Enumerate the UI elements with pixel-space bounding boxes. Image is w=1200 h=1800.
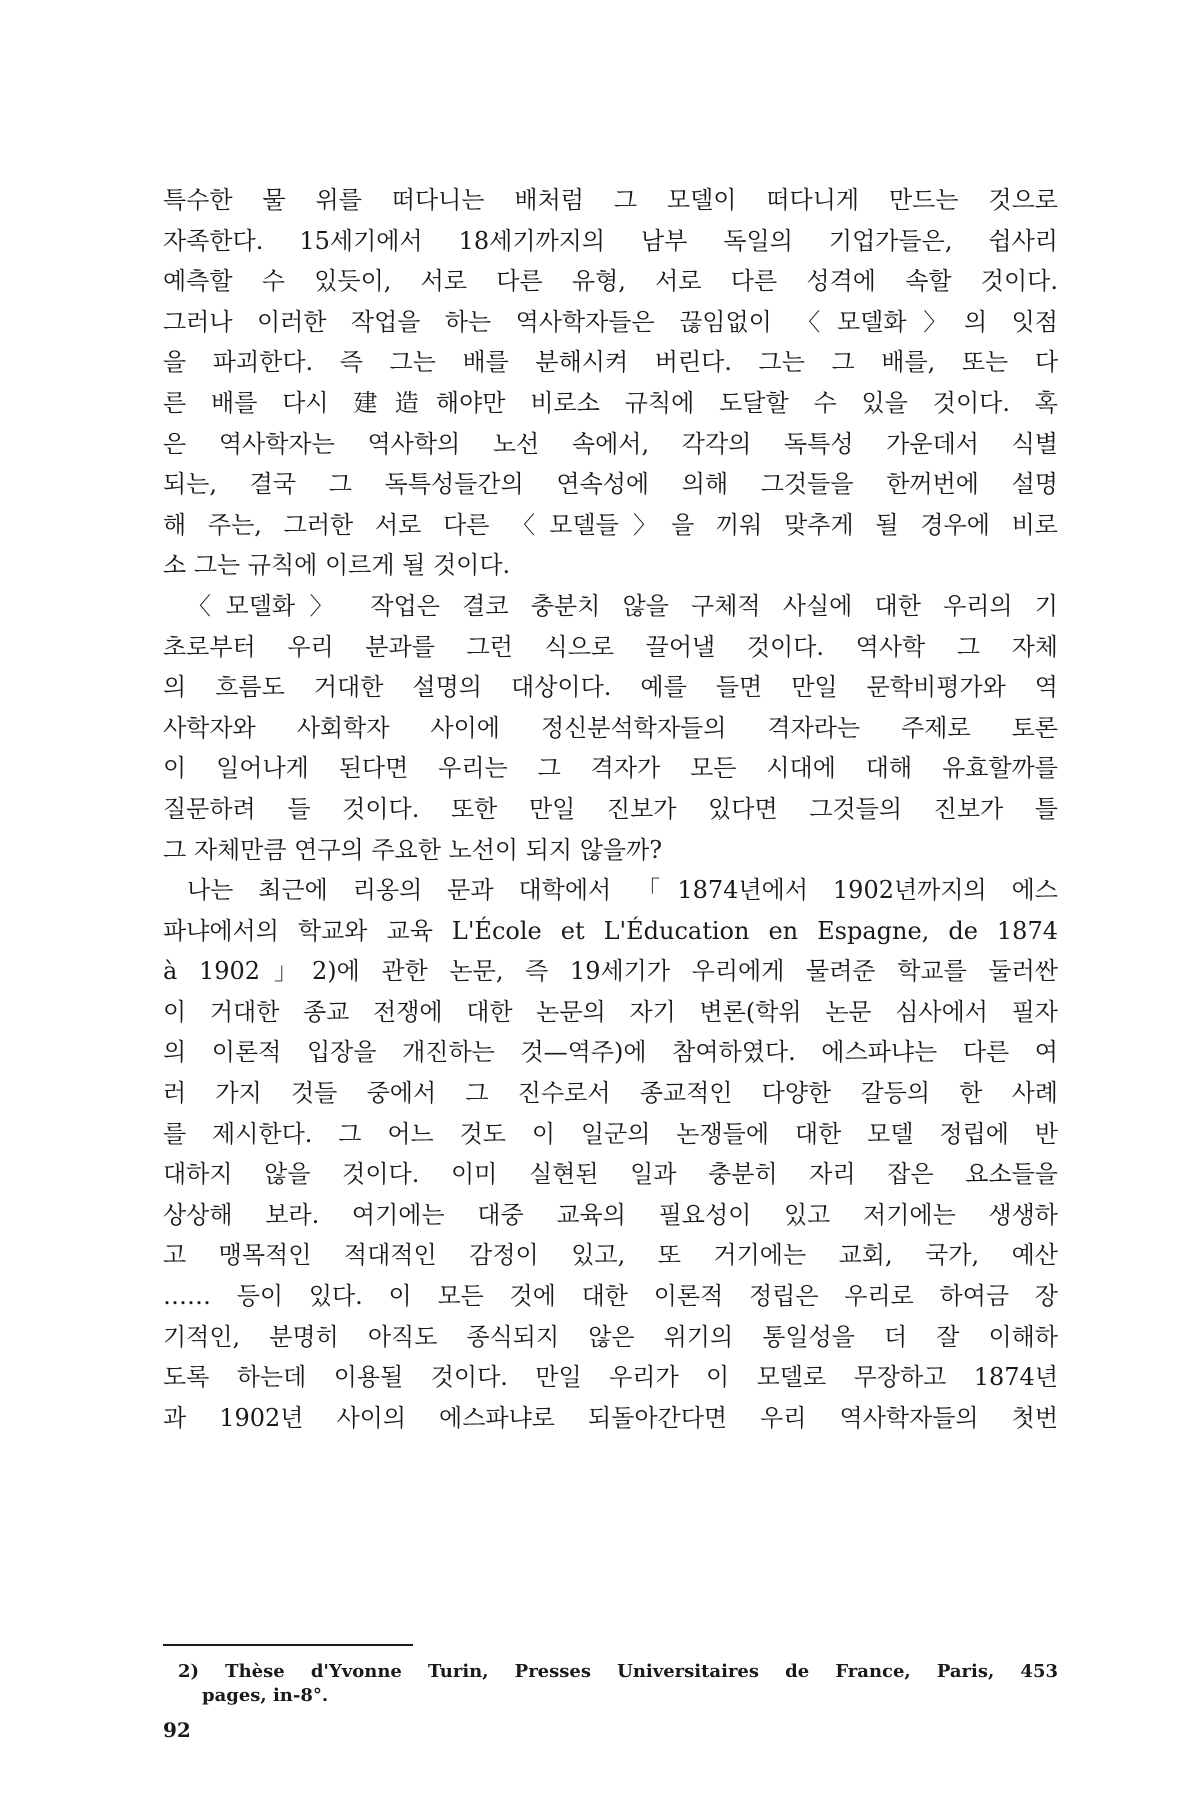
text-line: 른 배를 다시 建造해야만 비로소 규칙에 도달할 수 있을 것이다. 혹 [163,388,1058,417]
text-line: 러 가지 것들 중에서 그 진수로서 종교적인 다양한 갈등의 한 사례 [163,1079,1058,1108]
text-line: 그 자체만큼 연구의 주요한 노선이 되지 않을까? [163,835,663,864]
text-line: 상상해 보라. 여기에는 대중 교육의 필요성이 있고 저기에는 생생하 [163,1200,1058,1229]
text-line: 을 파괴한다. 즉 그는 배를 분해시켜 버린다. 그는 그 배를, 또는 다 [163,348,1058,377]
text-line: 소 그는 규칙에 이르게 될 것이다. [163,551,511,580]
text-line: 예측할 수 있듯이, 서로 다른 유형, 서로 다른 성격에 속할 것이다. [163,267,1058,296]
text-line: 질문하려 들 것이다. 또한 만일 진보가 있다면 그것들의 진보가 틀 [163,794,1058,823]
text-line: 의 이론적 입장을 개진하는 것—역주)에 참여하였다. 에스파냐는 다른 여 [163,1038,1058,1067]
footnote-line: 2) Thèse d'Yvonne Turin, Presses Universitaires de France, Paris, 453 [178,1661,1058,1682]
text-line: 이 거대한 종교 전쟁에 대한 논문의 자기 변론(학위 논문 심사에서 필자 [163,997,1058,1026]
text-line: 도록 하는데 이용될 것이다. 만일 우리가 이 모델로 무장하고 1874년 [163,1363,1058,1392]
text-line: 초로부터 우리 분과를 그런 식으로 끌어낼 것이다. 역사학 그 자체 [163,632,1058,661]
text-line: 를 제시한다. 그 어느 것도 이 일군의 논쟁들에 대한 모델 정립에 반 [163,1119,1058,1148]
text-line: 파냐에서의 학교와 교육 L'École et L'Éducation en Espagne, de 1874 [163,916,1058,945]
text-line: 나는 최근에 리옹의 문과 대학에서 「1874년에서 1902년까지의 에스 [187,876,1058,905]
page-number: 92 [163,1718,191,1742]
footnote [178,1660,1058,1708]
text-line: 기적인, 분명히 아직도 종식되지 않은 위기의 통일성을 더 잘 이해하 [163,1322,1058,1351]
text-line: 대하지 않을 것이다. 이미 실현된 일과 충분히 자리 잡은 요소들을 [163,1160,1058,1189]
text-line: 그러나 이러한 작업을 하는 역사학자들은 끊임없이 〈모델화〉의 잇점 [163,307,1058,336]
body-text [163,180,1058,1438]
text-line: 자족한다. 15세기에서 18세기까지의 남부 독일의 기업가들은, 쉽사리 [163,226,1058,255]
text-line: 해 주는, 그러한 서로 다른 〈모델들〉을 끼워 맞추게 될 경우에 비로 [163,510,1058,539]
text-line: 과 1902년 사이의 에스파냐로 되돌아간다면 우리 역사학자들의 첫번 [163,1403,1058,1432]
text-line: 이 일어나게 된다면 우리는 그 격자가 모든 시대에 대해 유효할까를 [163,754,1058,783]
text-line: 사학자와 사회학자 사이에 정신분석학자들의 격자라는 주제로 토론 [163,713,1058,742]
text-line: 특수한 물 위를 떠다니는 배처럼 그 모델이 떠다니게 만드는 것으로 [163,186,1058,214]
footnote-line: pages, in-8°. [202,1685,329,1706]
text-line: à 1902」2)에 관한 논문, 즉 19세기가 우리에게 물려준 학교를 둘러싼 [163,957,1058,986]
text-line: 은 역사학자는 역사학의 노선 속에서, 각각의 독특성 가운데서 식별 [163,429,1058,458]
text-line: 의 흐름도 거대한 설명의 대상이다. 예를 들면 만일 문학비평가와 역 [163,673,1058,702]
text-line: 〈모델화〉 작업은 결코 충분치 않을 구체적 사실에 대한 우리의 기 [187,591,1058,620]
footnote-divider [163,1644,413,1646]
text-line: …… 등이 있다. 이 모든 것에 대한 이론적 정립은 우리로 하여금 장 [163,1282,1058,1311]
text-line: 되는, 결국 그 독특성들간의 연속성에 의해 그것들을 한꺼번에 설명 [163,470,1058,499]
text-line: 고 맹목적인 적대적인 감정이 있고, 또 거기에는 교회, 국가, 예산 [163,1241,1058,1270]
